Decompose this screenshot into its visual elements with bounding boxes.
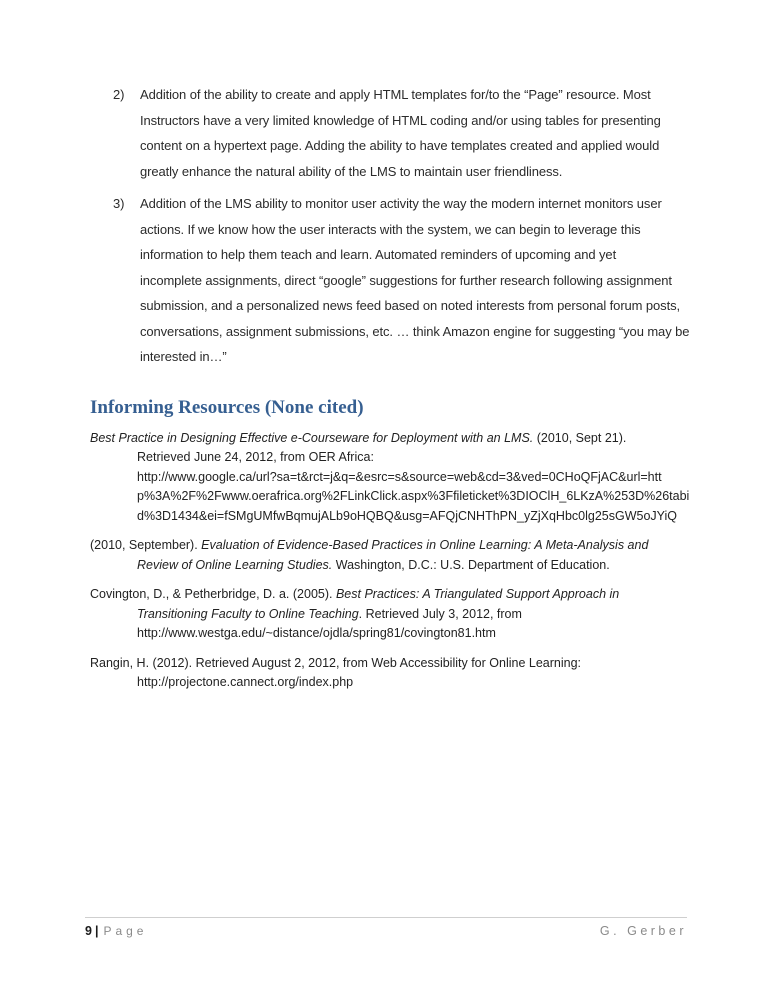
section-heading: Informing Resources (None cited): [90, 396, 364, 418]
text-line: actions. If we know how the user interacts with the system, we can begin to leverage this: [140, 221, 641, 237]
page-label: Page: [103, 924, 148, 938]
text-line: Instructors have a very limited knowledge of HTML coding and/or using tables for presenting: [140, 112, 661, 128]
text-line: incomplete assignments, direct “google” suggestions for further research following assignment: [140, 272, 672, 288]
list-item-3-number: 3): [113, 196, 125, 211]
text-line: greatly enhance the natural ability of the LMS to maintain user friendliness.: [140, 163, 563, 179]
reference-1-date: (2010, Sept 21).: [533, 430, 627, 445]
reference-4-url: http://projectone.cannect.org/index.php: [137, 675, 354, 689]
reference-2-publisher: Washington, D.C.: U.S. Department of Education.: [332, 557, 610, 572]
reference-1-url-line-1: http://www.google.ca/url?sa=t&rct=j&q=&esrc=s&source=web&cd=3&ved=0CHoQFjAC&url=htt: [137, 469, 662, 484]
reference-3-url: http://www.westga.edu/~distance/ojdla/spring81/covington81.htm: [137, 626, 496, 640]
text-line: Addition of the LMS ability to monitor user activity the way the modern internet monitors user: [140, 196, 662, 211]
list-item-3-text: [140, 191, 689, 370]
list-item-2-number: 2): [113, 87, 125, 102]
reference-2-line-1: [90, 536, 730, 556]
text-line: submission, and a personalized news feed based on noted interests from personal forum posts,: [140, 298, 681, 313]
reference-3-line-2: [90, 605, 730, 625]
page-footer: [85, 917, 687, 938]
reference-entry-4: [90, 654, 730, 693]
reference-entry-2: [90, 536, 730, 575]
reference-1-url-line-3: d%3D1434&ei=fSMgUMfwBqmujALb9oHQBQ&usg=AFQjCNHThPN_yZjXqHbc0lg25sGW5oJYiQ: [137, 508, 678, 523]
footer-separator: |: [94, 924, 99, 938]
reference-3-title-part-1: Best Practices: A Triangulated Support Approach in: [335, 587, 620, 601]
numbered-list: [90, 82, 730, 370]
reference-3-title-part-2: Transitioning Faculty to Online Teaching: [137, 606, 359, 621]
reference-2-title-part-2: Review of Online Learning Studies.: [137, 557, 333, 572]
author-name: G. Gerber: [599, 924, 687, 938]
reference-entry-3: [90, 585, 730, 644]
reference-1-title: Best Practice in Designing Effective e-Courseware for Deployment with an LMS.: [90, 430, 534, 445]
reference-1-line-1: [90, 429, 730, 449]
list-item-3: [113, 191, 730, 370]
reference-3-authors: Covington, D., & Petherbridge, D. a. (2005).: [90, 587, 336, 601]
text-line: conversations, assignment submissions, etc. … think Amazon engine for suggesting “you may be: [140, 323, 690, 339]
reference-3-retrieved: . Retrieved July 3, 2012, from: [358, 606, 522, 621]
list-item-2-text: [140, 82, 661, 184]
reference-1-url-line-2: p%3A%2F%2Fwww.oerafrica.org%2FLinkClick.aspx%3Ffileticket%3DIOClH_6LKzA%253D%26tabi: [137, 489, 690, 503]
text-line: information to help them teach and learn. Automated reminders of upcoming and yet: [140, 247, 617, 262]
reference-entry-1: [90, 429, 730, 527]
page-number: 9: [85, 924, 92, 938]
reference-1-retrieved: Retrieved June 24, 2012, from OER Africa:: [137, 450, 374, 464]
reference-4-line-1: Rangin, H. (2012). Retrieved August 2, 2012, from Web Accessibility for Online Learning:: [90, 655, 581, 670]
list-item-2: [113, 82, 730, 184]
text-line: Addition of the ability to create and apply HTML templates for/to the “Page” resource. Most: [140, 87, 651, 102]
reference-2-line-2: [90, 556, 730, 576]
text-line: content on a hypertext page. Adding the ability to have templates created and applied would: [140, 138, 660, 153]
reference-2-title-part-1: Evaluation of Evidence-Based Practices in Online Learning: A Meta-Analysis and: [201, 538, 649, 552]
document-content: [90, 82, 730, 703]
footer-left: [85, 924, 147, 938]
reference-2-date: (2010, September).: [90, 538, 202, 552]
reference-3-line-1: [90, 585, 730, 605]
text-line: interested in…”: [140, 349, 227, 364]
